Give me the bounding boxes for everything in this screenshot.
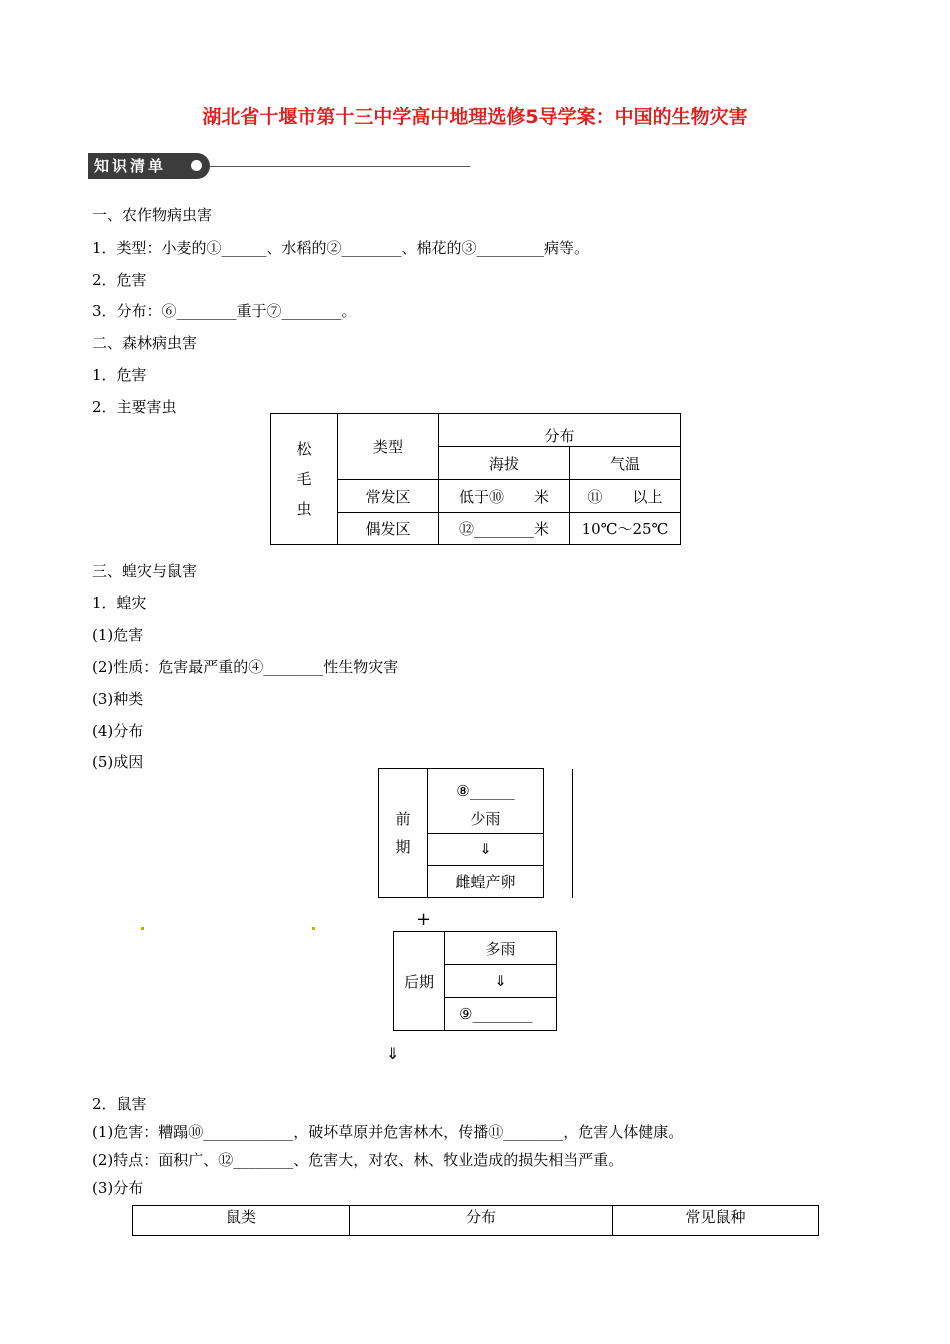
- stray-mark: [312, 927, 315, 930]
- blank-8: ⑧______: [456, 781, 515, 800]
- crop-types-line: 1．类型：小麦的①______、水稻的②________、棉花的③_________病等。: [92, 239, 590, 257]
- rat-distribution-line: (3)分布: [92, 1179, 144, 1197]
- female-locust-eggs: 雌蝗产卵: [428, 865, 544, 897]
- section-badge-label: 知识清单: [94, 157, 167, 175]
- little-rain: 少雨: [470, 809, 501, 828]
- pine-caterpillar-table: [270, 413, 681, 545]
- row-type: 偶发区: [338, 513, 439, 545]
- early-factor-cell: [428, 769, 544, 834]
- row-temperature: ⑪ 以上: [570, 480, 681, 513]
- row-altitude: 低于⑩ 米: [439, 480, 570, 513]
- locust-heading: 1．蝗灾: [92, 594, 147, 612]
- late-stage-box: [393, 931, 557, 1031]
- blank-9: ⑨________: [445, 998, 557, 1031]
- row-altitude: ⑫________米: [439, 513, 570, 545]
- crop-distribution-line: 3．分布：⑥________重于⑦________。: [92, 302, 357, 320]
- temperature-header: 气温: [570, 447, 681, 480]
- down-arrow-icon: ⇓: [445, 965, 557, 998]
- row-temperature: 10℃～25℃: [570, 513, 681, 545]
- heading-forest-pests: 二、森林病虫害: [92, 334, 198, 352]
- locust-harm-line: (1)危害: [92, 626, 144, 644]
- section-badge: [88, 153, 210, 179]
- rat-distribution-header: 分布: [350, 1206, 613, 1236]
- plus-sign: +: [416, 909, 432, 930]
- section-divider: [210, 166, 470, 167]
- late-label: 后期: [394, 932, 445, 1031]
- locust-nature-line: (2)性质：危害最严重的④________性生物灾害: [92, 658, 399, 676]
- rat-type-header: 鼠类: [133, 1206, 350, 1236]
- rat-species-header: 常见鼠种: [613, 1206, 819, 1236]
- pest-name: 松毛虫: [296, 440, 312, 518]
- crop-harm-line: 2．危害: [92, 271, 147, 289]
- locust-types-line: (3)种类: [92, 690, 144, 708]
- bullet-icon: [191, 160, 202, 171]
- heading-crop-pests: 一、农作物病虫害: [92, 206, 213, 224]
- forest-main-pests-line: 2．主要害虫: [92, 398, 177, 416]
- distribution-header: 分布: [439, 414, 681, 447]
- row-type: 常发区: [338, 480, 439, 513]
- pest-name-cell: [271, 414, 338, 545]
- early-label: 前期: [395, 810, 411, 856]
- rat-heading: 2．鼠害: [92, 1095, 147, 1113]
- early-stage-box: [378, 768, 573, 898]
- final-down-arrow-icon: ⇓: [386, 1044, 400, 1063]
- down-arrow-icon: ⇓: [428, 833, 544, 865]
- rat-features-line: (2)特点：面积广、⑫________、危害大，对农、林、牧业造成的损失相当严重。: [92, 1151, 624, 1169]
- altitude-header: 海拔: [439, 447, 570, 480]
- stray-mark: [141, 927, 144, 930]
- forest-harm-line: 1．危害: [92, 366, 147, 384]
- more-rain: 多雨: [445, 932, 557, 965]
- locust-causes-line: (5)成因: [92, 753, 144, 771]
- early-side-cell: [544, 769, 573, 898]
- heading-locust-rat: 三、蝗灾与鼠害: [92, 562, 198, 580]
- early-label-cell: [379, 769, 428, 898]
- locust-distribution-line: (4)分布: [92, 722, 144, 740]
- rat-table: [132, 1205, 819, 1236]
- rat-harm-line: (1)危害：糟蹋⑩____________，破坏草原并危害林木，传播⑪________，危害人体健康。: [92, 1123, 684, 1141]
- page-title: 湖北省十堰市第十三中学高中地理选修5导学案：中国的生物灾害: [202, 106, 748, 128]
- type-header: 类型: [338, 414, 439, 480]
